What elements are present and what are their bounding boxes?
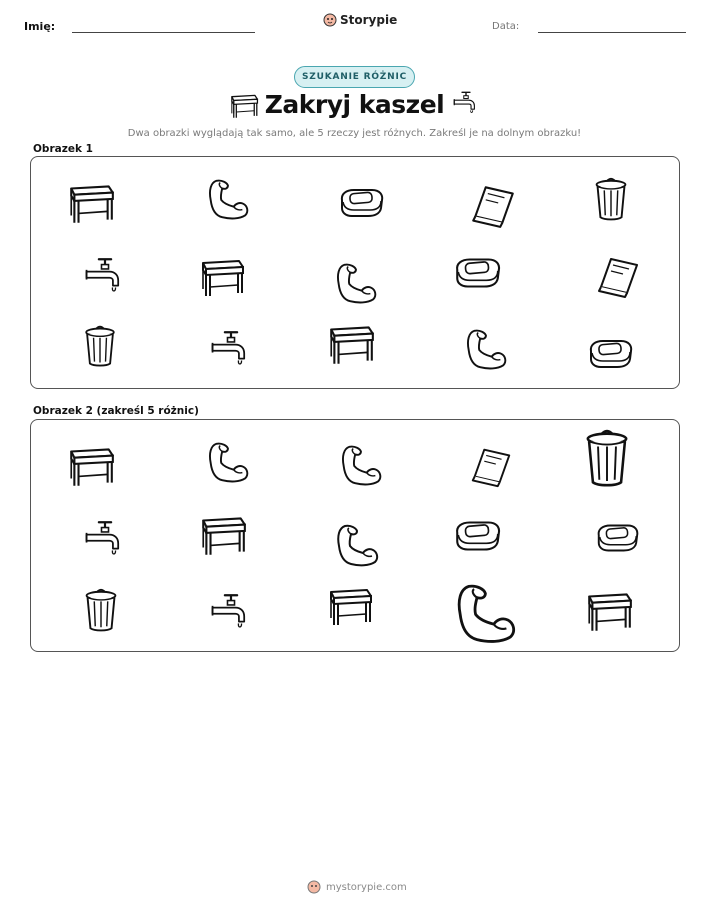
trashcan-icon[interactable] [77, 586, 125, 634]
category-badge: SZUKANIE RÓŻNIC [294, 66, 415, 88]
name-line[interactable] [72, 32, 255, 33]
faucet-icon [209, 327, 253, 371]
logo-text: Storypie [340, 13, 398, 27]
footer [307, 880, 407, 894]
trashcan-icon [77, 323, 123, 369]
picture-1-panel [30, 156, 680, 389]
table-icon[interactable] [325, 580, 375, 630]
storypie-mascot-icon [307, 880, 321, 894]
table-icon[interactable] [197, 508, 249, 560]
soap-icon[interactable] [593, 514, 641, 562]
name-label: Imię: [24, 20, 56, 33]
picture-2-panel[interactable] [30, 419, 680, 652]
faucet-icon [452, 89, 480, 117]
faucet-icon[interactable] [209, 590, 253, 634]
trashcan-icon [587, 175, 635, 223]
faucet-icon [83, 254, 127, 298]
panel2-label: Obrazek 2 (zakreśl 5 różnic) [33, 405, 199, 417]
towel-icon [593, 251, 643, 301]
table-icon [325, 317, 377, 369]
page-title: Zakryj kaszel [264, 90, 445, 119]
muscle-icon[interactable] [449, 578, 519, 648]
muscle-icon [331, 259, 379, 307]
soap-icon [336, 178, 386, 228]
muscle-icon [461, 325, 509, 373]
muscle-icon [203, 175, 251, 223]
towel-icon [467, 179, 519, 231]
storypie-mascot-icon [323, 13, 337, 27]
footer-text: mystorypie.com [326, 881, 407, 893]
trashcan-icon[interactable] [575, 426, 639, 490]
date-label: Data: [492, 21, 520, 32]
muscle-icon[interactable] [336, 441, 384, 489]
instructions: Dwa obrazki wyglądają tak samo, ale 5 rzeczy jest różnych. Zakreśl je na dolnym obrazku! [127, 128, 582, 139]
muscle-icon[interactable] [203, 438, 251, 486]
storypie-logo [323, 13, 397, 27]
soap-icon[interactable] [451, 510, 503, 562]
towel-icon[interactable] [467, 442, 515, 490]
table-icon [65, 176, 117, 228]
soap-icon [585, 329, 635, 379]
date-line[interactable] [538, 32, 686, 33]
table-icon[interactable] [65, 439, 117, 491]
faucet-icon[interactable] [83, 517, 127, 561]
soap-icon [451, 247, 503, 299]
table-icon [197, 251, 247, 301]
muscle-icon[interactable] [331, 520, 381, 570]
panel1-label: Obrazek 1 [33, 143, 93, 155]
table-icon[interactable] [583, 584, 635, 636]
